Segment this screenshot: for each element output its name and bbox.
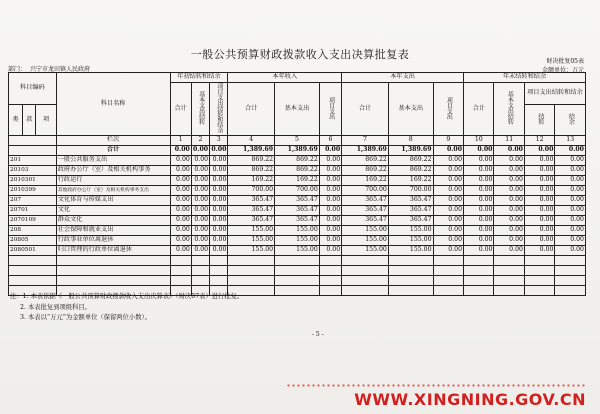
- value-cell: 700.00: [228, 186, 275, 196]
- value-cell: 0.00: [319, 236, 341, 246]
- total-cell: 0.00: [319, 146, 341, 156]
- watermark-logo: WWW.XINGNING.GOV.CN: [354, 390, 586, 409]
- value-cell: 0.00: [494, 156, 524, 166]
- value-cell: 0.00: [464, 246, 494, 256]
- value-cell: 155.00: [388, 236, 433, 246]
- col-num: 2: [191, 136, 209, 146]
- value-cell: 0.00: [494, 176, 524, 186]
- page-number: - 5 -: [312, 331, 324, 338]
- value-cell: 0.00: [191, 196, 209, 206]
- col-num: 12: [524, 136, 554, 146]
- value-cell: 0.00: [464, 166, 494, 176]
- value-cell: 0.00: [170, 206, 191, 216]
- document-title: 一般公共预算财政拨款收入支出决算批复表: [190, 48, 410, 61]
- subject-code-cell: 20805: [9, 236, 57, 246]
- subject-name-cell: [56, 256, 170, 266]
- value-cell: [494, 266, 524, 276]
- value-cell: 700.00: [342, 186, 389, 196]
- value-cell: 0.00: [433, 196, 463, 206]
- value-cell: 0.00: [319, 196, 341, 206]
- value-cell: 0.00: [191, 156, 209, 166]
- header-income-total: 合计: [228, 83, 275, 136]
- value-cell: [388, 266, 433, 276]
- value-cell: 0.00: [319, 186, 341, 196]
- value-cell: 0.00: [433, 206, 463, 216]
- value-cell: 169.22: [228, 176, 275, 186]
- value-cell: 365.47: [388, 196, 433, 206]
- total-cell: 0.00: [524, 146, 554, 156]
- col-num: 10: [464, 136, 494, 146]
- table-row: [9, 256, 586, 266]
- value-cell: 0.00: [464, 236, 494, 246]
- subject-name-cell: [56, 276, 170, 286]
- value-cell: 0.00: [494, 186, 524, 196]
- footnotes: [10, 292, 243, 324]
- value-cell: [464, 286, 494, 296]
- value-cell: 365.47: [342, 206, 389, 216]
- value-cell: 365.47: [342, 216, 389, 226]
- value-cell: 0.00: [210, 186, 228, 196]
- value-cell: 0.00: [524, 186, 554, 196]
- total-cell: 1,389.69: [275, 146, 320, 156]
- table-row: [9, 166, 586, 176]
- value-cell: 0.00: [170, 166, 191, 176]
- value-cell: 0.00: [191, 246, 209, 256]
- total-row: [9, 146, 586, 156]
- value-cell: [342, 266, 389, 276]
- value-cell: 155.00: [342, 226, 389, 236]
- value-cell: 0.00: [494, 196, 524, 206]
- value-cell: [494, 276, 524, 286]
- header-end-total: 合计: [464, 83, 494, 136]
- value-cell: [555, 276, 586, 286]
- value-cell: 365.47: [275, 196, 320, 206]
- subject-code-cell: 20103: [9, 166, 57, 176]
- value-cell: [275, 276, 320, 286]
- value-cell: 0.00: [494, 226, 524, 236]
- header-expense-project: 项目支出: [433, 83, 463, 136]
- subject-name-cell: 归口管理的行政单位离退休: [56, 246, 170, 256]
- value-cell: 700.00: [275, 186, 320, 196]
- value-cell: 0.00: [210, 166, 228, 176]
- value-cell: [170, 276, 191, 286]
- subject-name-cell: 群众文化: [56, 216, 170, 226]
- col-num: 7: [342, 136, 389, 146]
- subject-name-cell: 文化: [56, 206, 170, 216]
- value-cell: [464, 276, 494, 286]
- value-cell: 0.00: [524, 166, 554, 176]
- header-xiang: 项: [36, 104, 56, 135]
- value-cell: [433, 266, 463, 276]
- value-cell: 0.00: [319, 176, 341, 186]
- value-cell: 365.47: [228, 196, 275, 206]
- value-cell: 869.22: [388, 166, 433, 176]
- value-cell: 0.00: [524, 216, 554, 226]
- value-cell: 0.00: [210, 216, 228, 226]
- value-cell: 0.00: [191, 176, 209, 186]
- col-num: 3: [210, 136, 228, 146]
- header-end-project-carry: 结转: [524, 104, 554, 135]
- value-cell: [275, 266, 320, 276]
- total-label: 合计: [56, 146, 170, 156]
- value-cell: 0.00: [210, 226, 228, 236]
- value-cell: [494, 286, 524, 296]
- value-cell: 0.00: [170, 216, 191, 226]
- value-cell: 365.47: [275, 206, 320, 216]
- value-cell: [342, 286, 389, 296]
- value-cell: [228, 276, 275, 286]
- table-row: [9, 266, 586, 276]
- header-end-balance: 年末结转和结余: [464, 73, 586, 83]
- header-end-project-surplus: 结余: [555, 104, 586, 135]
- value-cell: 869.22: [228, 166, 275, 176]
- table-row: [9, 156, 586, 166]
- total-cell: 0.00: [555, 146, 586, 156]
- value-cell: 0.00: [433, 186, 463, 196]
- department-name: 兴宁市龙田镇人民政府: [30, 66, 91, 73]
- value-cell: [524, 286, 554, 296]
- value-cell: 0.00: [319, 216, 341, 226]
- value-cell: [191, 256, 209, 266]
- total-cell: 1,389.69: [342, 146, 389, 156]
- value-cell: 0.00: [319, 206, 341, 216]
- footnote-2: 2. 本表批复到项级科目。: [20, 303, 91, 311]
- amount-unit: 金额单位：万元: [541, 67, 584, 74]
- value-cell: 365.47: [342, 196, 389, 206]
- value-cell: 0.00: [210, 206, 228, 216]
- value-cell: 0.00: [319, 226, 341, 236]
- column-number-label: 栏次: [56, 136, 170, 146]
- value-cell: 0.00: [494, 216, 524, 226]
- value-cell: 0.00: [319, 166, 341, 176]
- subject-code-cell: 20701: [9, 206, 57, 216]
- subject-code-cell: 201: [9, 156, 57, 166]
- subject-code-cell: 207: [9, 196, 57, 206]
- col-num: 5: [275, 136, 320, 146]
- value-cell: 0.00: [170, 156, 191, 166]
- header-kuan: 款: [23, 104, 36, 135]
- total-cell: 0.00: [433, 146, 463, 156]
- value-cell: 155.00: [342, 246, 389, 256]
- total-cell: 1,389.69: [228, 146, 275, 156]
- footnote-1: 注：1. 本表依据《一般公共预算财政拨款收入支出决算表》（财决07表）进行批复。: [10, 293, 244, 300]
- value-cell: [555, 256, 586, 266]
- value-cell: 0.00: [170, 226, 191, 236]
- col-num: 13: [555, 136, 586, 146]
- header-begin-basic: 基本支出结转: [191, 83, 209, 136]
- value-cell: [191, 276, 209, 286]
- table-row: [9, 226, 586, 236]
- value-cell: 169.22: [388, 176, 433, 186]
- total-cell: 0.00: [494, 146, 524, 156]
- subject-name-cell: [56, 266, 170, 276]
- value-cell: 0.00: [524, 236, 554, 246]
- value-cell: [555, 286, 586, 296]
- table-row: [9, 236, 586, 246]
- subject-name-cell: 其他政府办公厅（室）及相关机构事务支出: [56, 186, 170, 196]
- value-cell: [464, 256, 494, 266]
- subject-code-cell: 208: [9, 226, 57, 236]
- value-cell: 0.00: [170, 186, 191, 196]
- value-cell: 0.00: [524, 176, 554, 186]
- value-cell: 155.00: [275, 246, 320, 256]
- value-cell: 0.00: [433, 236, 463, 246]
- value-cell: 0.00: [464, 186, 494, 196]
- value-cell: [319, 286, 341, 296]
- value-cell: 0.00: [170, 176, 191, 186]
- value-cell: 869.22: [342, 166, 389, 176]
- value-cell: [319, 276, 341, 286]
- form-code: 财决批复05表: [546, 58, 584, 65]
- value-cell: 0.00: [433, 156, 463, 166]
- subject-name-cell: 文化体育与传媒支出: [56, 196, 170, 206]
- value-cell: 0.00: [555, 236, 586, 246]
- value-cell: [524, 256, 554, 266]
- header-lei: 类: [9, 104, 23, 135]
- value-cell: 0.00: [464, 176, 494, 186]
- total-cell: 1,389.69: [388, 146, 433, 156]
- value-cell: 0.00: [555, 156, 586, 166]
- value-cell: 169.22: [342, 176, 389, 186]
- value-cell: 700.00: [388, 186, 433, 196]
- value-cell: 0.00: [191, 236, 209, 246]
- value-cell: [464, 266, 494, 276]
- value-cell: 0.00: [210, 176, 228, 186]
- table-row: [9, 206, 586, 216]
- value-cell: [170, 266, 191, 276]
- value-cell: 869.22: [228, 156, 275, 166]
- value-cell: 0.00: [524, 226, 554, 236]
- col-num: 4: [228, 136, 275, 146]
- value-cell: 0.00: [433, 226, 463, 236]
- value-cell: 0.00: [555, 176, 586, 186]
- value-cell: 0.00: [555, 246, 586, 256]
- value-cell: 0.00: [464, 196, 494, 206]
- budget-table: [8, 72, 586, 296]
- value-cell: 365.47: [228, 216, 275, 226]
- value-cell: 0.00: [433, 166, 463, 176]
- table-row: [9, 196, 586, 206]
- value-cell: [170, 256, 191, 266]
- value-cell: 0.00: [170, 196, 191, 206]
- col-num: 11: [494, 136, 524, 146]
- value-cell: 0.00: [555, 226, 586, 236]
- value-cell: 869.22: [388, 156, 433, 166]
- value-cell: 155.00: [228, 236, 275, 246]
- value-cell: [210, 276, 228, 286]
- value-cell: 0.00: [210, 236, 228, 246]
- value-cell: 0.00: [555, 166, 586, 176]
- value-cell: 0.00: [210, 246, 228, 256]
- value-cell: 0.00: [494, 166, 524, 176]
- value-cell: 0.00: [494, 246, 524, 256]
- value-cell: [388, 286, 433, 296]
- value-cell: 0.00: [555, 206, 586, 216]
- department-label: 部门：: [8, 66, 27, 73]
- value-cell: 0.00: [433, 216, 463, 226]
- table-row: [9, 186, 586, 196]
- header-expense-total: 合计: [342, 83, 389, 136]
- header-subject-name: 科目名称: [56, 73, 170, 136]
- value-cell: [319, 256, 341, 266]
- value-cell: 0.00: [433, 246, 463, 256]
- value-cell: 0.00: [191, 206, 209, 216]
- value-cell: [191, 266, 209, 276]
- header-income-basic: 基本支出: [275, 83, 320, 136]
- value-cell: 155.00: [228, 246, 275, 256]
- value-cell: 0.00: [170, 236, 191, 246]
- value-cell: [275, 256, 320, 266]
- subject-code-cell: 2010301: [9, 176, 57, 186]
- value-cell: 0.00: [524, 206, 554, 216]
- header-begin-total: 合计: [170, 83, 191, 136]
- value-cell: 365.47: [228, 206, 275, 216]
- value-cell: 0.00: [464, 226, 494, 236]
- value-cell: 0.00: [464, 216, 494, 226]
- value-cell: [555, 266, 586, 276]
- value-cell: 0.00: [319, 156, 341, 166]
- value-cell: [342, 256, 389, 266]
- value-cell: 0.00: [191, 166, 209, 176]
- subject-name-cell: 社会保障和就业支出: [56, 226, 170, 236]
- total-cell: 0.00: [464, 146, 494, 156]
- value-cell: 169.22: [275, 176, 320, 186]
- value-cell: 0.00: [191, 226, 209, 236]
- footnote-3: 3. 本表以“万元”为金额单位（保留两位小数）。: [20, 314, 151, 321]
- value-cell: 0.00: [191, 216, 209, 226]
- value-cell: 0.00: [433, 176, 463, 186]
- table-row: [9, 216, 586, 226]
- total-cell: 0.00: [170, 146, 191, 156]
- header-end-basic: 基本支出结转: [494, 83, 524, 136]
- value-cell: [228, 266, 275, 276]
- header-year-income: 本年收入: [228, 73, 342, 83]
- value-cell: 0.00: [464, 156, 494, 166]
- subject-code-cell: [9, 256, 57, 266]
- subject-name-cell: 行政运行: [56, 176, 170, 186]
- value-cell: [275, 286, 320, 296]
- value-cell: 155.00: [388, 246, 433, 256]
- value-cell: 0.00: [464, 206, 494, 216]
- value-cell: [524, 276, 554, 286]
- value-cell: 0.00: [170, 246, 191, 256]
- subject-code-cell: [9, 266, 57, 276]
- value-cell: 155.00: [275, 226, 320, 236]
- header-expense-basic: 基本支出: [388, 83, 433, 136]
- table-row: [9, 176, 586, 186]
- value-cell: 0.00: [319, 246, 341, 256]
- header-begin-balance: 年初结转和结余: [170, 73, 228, 83]
- header-end-project-group: 项目支出结转和结余: [524, 83, 585, 105]
- value-cell: [494, 256, 524, 266]
- value-cell: [228, 256, 275, 266]
- value-cell: 0.00: [210, 196, 228, 206]
- subject-name-cell: 政府办公厅（室）及相关机构事务: [56, 166, 170, 176]
- value-cell: [319, 266, 341, 276]
- subject-code-cell: 2080501: [9, 246, 57, 256]
- value-cell: 0.00: [555, 186, 586, 196]
- value-cell: 0.00: [494, 206, 524, 216]
- subject-name-cell: 一般公共服务支出: [56, 156, 170, 166]
- value-cell: 0.00: [494, 236, 524, 246]
- value-cell: 869.22: [342, 156, 389, 166]
- value-cell: 365.47: [388, 206, 433, 216]
- value-cell: 869.22: [275, 156, 320, 166]
- subject-code-cell: 2010399: [9, 186, 57, 196]
- table-row: [9, 246, 586, 256]
- col-num: 9: [433, 136, 463, 146]
- value-cell: 0.00: [524, 196, 554, 206]
- value-cell: 0.00: [210, 156, 228, 166]
- value-cell: 155.00: [275, 236, 320, 246]
- header-begin-project: 项目支出结转和结余: [210, 83, 228, 136]
- value-cell: [210, 266, 228, 276]
- value-cell: [524, 266, 554, 276]
- header-income-project: 项目支出: [319, 83, 341, 136]
- total-cell: 0.00: [191, 146, 209, 156]
- value-cell: [388, 276, 433, 286]
- value-cell: 0.00: [524, 156, 554, 166]
- value-cell: 365.47: [275, 216, 320, 226]
- value-cell: 0.00: [555, 216, 586, 226]
- table-row: [9, 276, 586, 286]
- col-num: 8: [388, 136, 433, 146]
- subject-code-cell: [9, 276, 57, 286]
- value-cell: 869.22: [275, 166, 320, 176]
- value-cell: 155.00: [228, 226, 275, 236]
- value-cell: 0.00: [191, 186, 209, 196]
- header-subject-code: 科目编码: [9, 73, 57, 105]
- value-cell: [433, 256, 463, 266]
- value-cell: 155.00: [388, 226, 433, 236]
- value-cell: [342, 276, 389, 286]
- subject-name-cell: 行政事业单位离退休: [56, 236, 170, 246]
- col-num: 6: [319, 136, 341, 146]
- watermark-dots: [286, 383, 586, 389]
- value-cell: 0.00: [524, 246, 554, 256]
- value-cell: 365.47: [388, 216, 433, 226]
- total-cell: 0.00: [210, 146, 228, 156]
- subject-code-cell: 2070109: [9, 216, 57, 226]
- value-cell: 0.00: [555, 196, 586, 206]
- header-year-expense: 本年支出: [342, 73, 464, 83]
- value-cell: 155.00: [342, 236, 389, 246]
- value-cell: [388, 256, 433, 266]
- value-cell: [433, 276, 463, 286]
- value-cell: [210, 256, 228, 266]
- col-num: 1: [170, 136, 191, 146]
- value-cell: [433, 286, 463, 296]
